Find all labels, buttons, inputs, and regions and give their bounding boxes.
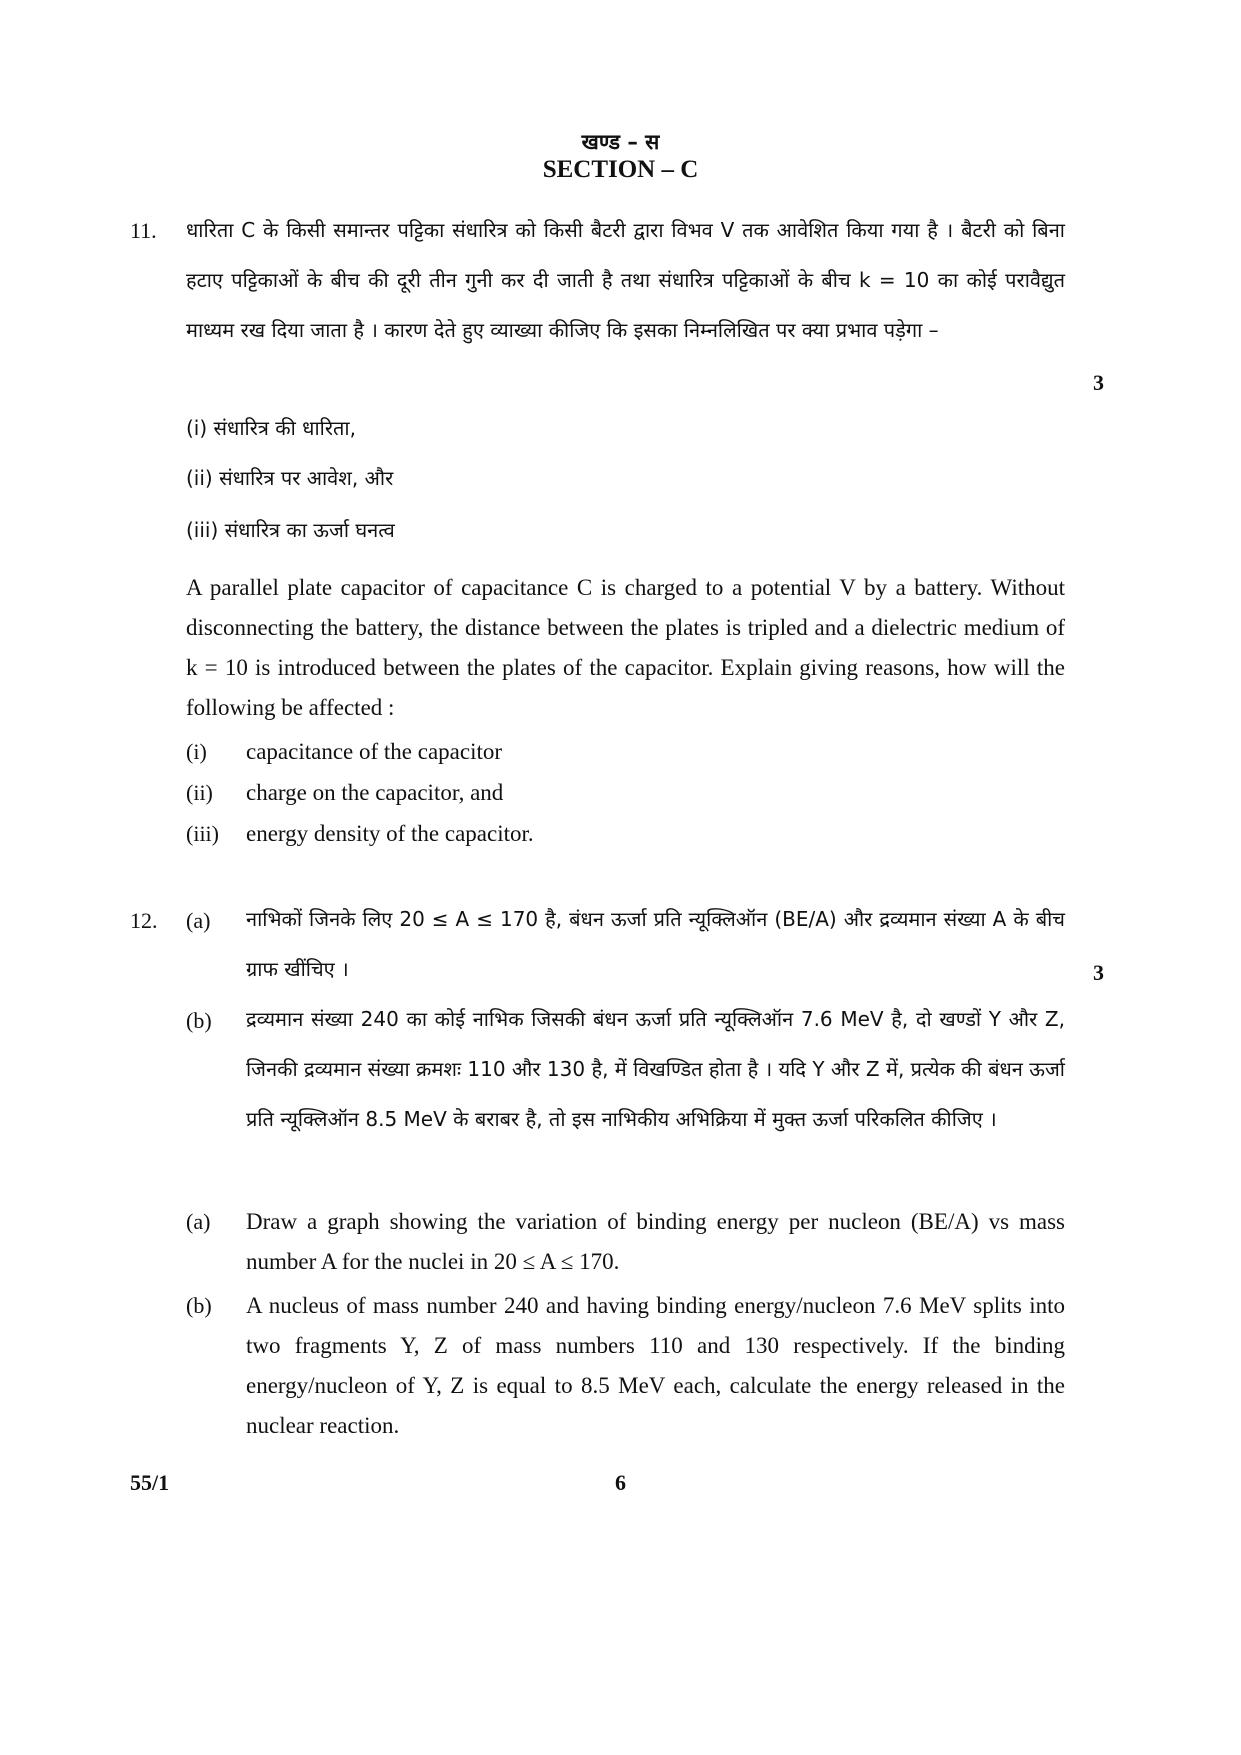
question-11-hindi-part-3: (iii) संधारित्र का ऊर्जा घनत्व <box>186 518 395 542</box>
question-12-number: 12. <box>130 908 158 933</box>
question-12-english-a: Draw a graph showing the variation of binding energy per nucleon (BE/A) vs mass number A for the nuclei in 20 ≤ A ≤ 170. <box>246 1209 1065 1274</box>
section-title-hindi: खण्ड – स <box>581 130 660 154</box>
question-12-english-b: A nucleus of mass number 240 and having binding energy/nucleon 7.6 MeV splits into two fragments Y, Z of mass numbers 110 and 130 respectively. If the binding energy/nucleon of Y, Z is equal to 8.5 MeV each, calculate the energy released in the nuclear reaction. <box>246 1293 1065 1438</box>
question-11-english-part-2-label: (ii) <box>186 780 213 805</box>
section-title-english: SECTION – C <box>542 156 699 183</box>
question-11-english-part-3: energy density of the capacitor. <box>246 821 534 846</box>
question-12-hindi-a-label: (a) <box>186 908 211 933</box>
question-12-english-b-label: (b) <box>186 1293 212 1318</box>
question-11-english-part-1-label: (i) <box>186 739 207 764</box>
question-12-marks: 3 <box>1093 960 1104 985</box>
question-11-hindi-text: धारिता C के किसी समान्तर पट्टिका संधारित्र को किसी बैटरी द्वारा विभव V तक आवेशित किया गया है । बैटरी को बिना हटाए पट्टिकाओं के बीच की दूरी तीन गुनी कर दी जाती है तथा संधारित्र पट्टिकाओं के बीच k = 10 का कोई परावैद्युत माध्यम रख दिया जाता है । कारण देते हुए व्याख्या कीजिए कि इसका निम्नलिखित पर क्या प्रभाव पड़ेगा – <box>186 218 1065 342</box>
question-11-english-part-1: capacitance of the capacitor <box>246 739 503 764</box>
question-12-hindi-a: नाभिकों जिनके लिए 20 ≤ A ≤ 170 है, बंधन ऊर्जा प्रति न्यूक्लिऑन (BE/A) और द्रव्यमान संख्या A के बीच ग्राफ खींचिए । <box>246 907 1065 981</box>
paper-code: 55/1 <box>130 1470 170 1495</box>
question-12-hindi-b-label: (b) <box>186 1008 212 1033</box>
question-11-hindi-part-1: (i) संधारित्र की धारिता, <box>186 416 356 440</box>
question-11-english-text: A parallel plate capacitor of capacitance C is charged to a potential V by a battery. Without disconnecting the battery, the distance between the plates is tripled and a dielectric medium of k = 10 is introduced between the plates of the capacitor. Explain giving reasons, how will the following be affected : <box>186 575 1065 720</box>
question-11-english-part-2: charge on the capacitor, and <box>246 780 504 805</box>
question-12-english-a-label: (a) <box>186 1209 211 1234</box>
question-11-marks: 3 <box>1093 370 1104 395</box>
page-number: 6 <box>615 1470 626 1495</box>
question-12-hindi-b: द्रव्यमान संख्या 240 का कोई नाभिक जिसकी बंधन ऊर्जा प्रति न्यूक्लिऑन 7.6 MeV है, दो खण्डों Y और Z, जिनकी द्रव्यमान संख्या क्रमशः 110 और 130 है, में विखण्डित होता है । यदि Y और Z में, प्रत्येक की बंधन ऊर्जा प्रति न्यूक्लिऑन 8.5 MeV के बराबर है, तो इस नाभिकीय अभिक्रिया में मुक्त ऊर्जा परिकलित कीजिए । <box>246 1007 1065 1131</box>
question-11-hindi-part-2: (ii) संधारित्र पर आवेश, और <box>186 466 394 490</box>
question-11-number: 11. <box>130 218 157 243</box>
question-11-english-part-3-label: (iii) <box>186 821 219 846</box>
